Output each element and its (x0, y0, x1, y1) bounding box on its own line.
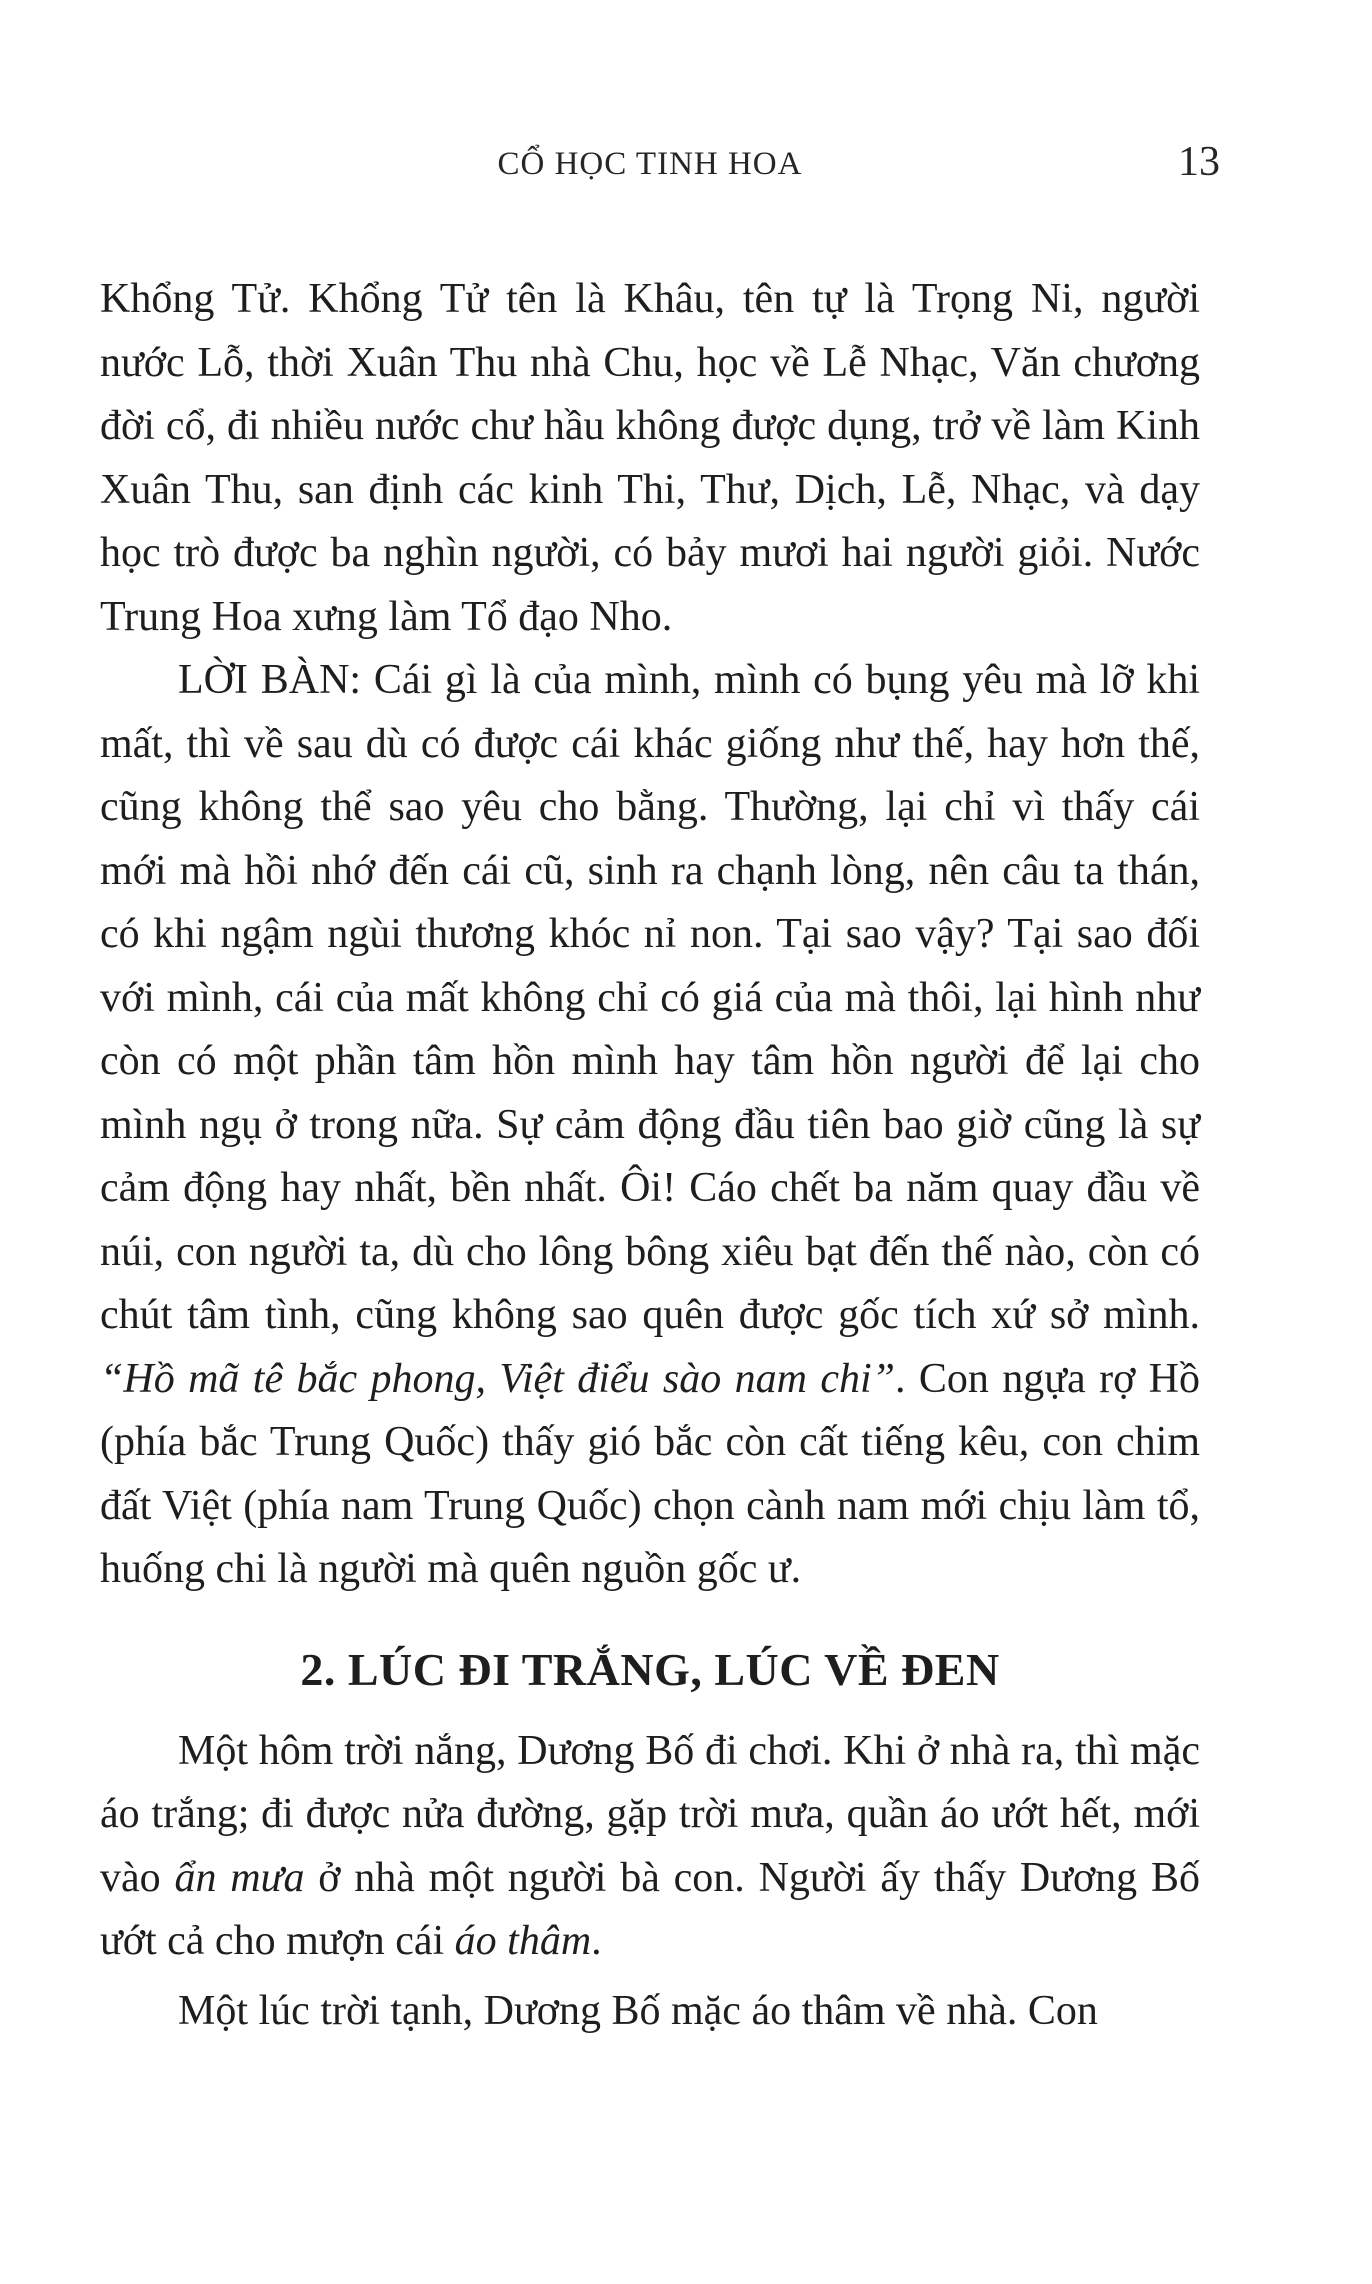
paragraph-text: Khổng Tử. Khổng Tử tên là Khâu, tên tự là Trọng Ni, người nước Lỗ, thời Xuân Thu nhà Chu, học về Lễ Nhạc, Văn chương đời cổ, đi nhiều nước chư hầu không được dụng, trở về làm Kinh Xuân Thu, san định các kinh Thi, Thư, Dịch, Lễ, Nhạc, và dạy học trò được ba nghìn người, có bảy mươi hai người giỏi. Nước Trung Hoa xưng làm Tổ đạo Nho. (100, 276, 1200, 640)
paragraph-text: Một hôm trời nắng, Dương Bố đi chơi. Khi ở nhà ra, thì mặc áo trắng; đi được nửa đường, gặp trời mưa, quần áo ướt hết, mới vào (100, 1727, 1200, 1901)
page-number: 13 (1178, 139, 1220, 185)
paragraph-text: Một lúc trời tạnh, Dương Bố mặc áo thâm về nhà. Con (178, 1987, 1098, 2034)
italic-term: áo thâm (454, 1918, 592, 1964)
paragraph-commentary (100, 649, 1200, 1602)
body-text (100, 268, 1200, 2043)
running-title: CỔ HỌC TINH HOA (497, 146, 803, 182)
paragraph-text: . Con ngựa rợ Hồ (phía bắc Trung Quốc) thấy gió bắc còn cất tiếng kêu, con chim đất Việt (phía nam Trung Quốc) chọn cành nam mới chịu làm tổ, huống chi là người mà quên nguồn gốc ư. (100, 1355, 1200, 1592)
paragraph-text: . (591, 1918, 602, 1964)
paragraph-story-2 (100, 1980, 1200, 2044)
section-heading: 2. LÚC ĐI TRẮNG, LÚC VỀ ĐEN (300, 1643, 1000, 1695)
paragraph-text: LỜI BÀN: Cái gì là của mình, mình có bụng yêu mà lỡ khi mất, thì về sau dù có được cái khác giống như thế, hay hơn thế, cũng không thể sao yêu cho bằng. Thường, lại chỉ vì thấy cái mới mà hồi nhớ đến cái cũ, sinh ra chạnh lòng, nên câu ta thán, có khi ngậm ngùi thương khóc nỉ non. Tại sao vậy? Tại sao đối với mình, cái của mất không chỉ có giá của mà thôi, lại hình như còn có một phần tâm hồn mình hay tâm hồn người để lại cho mình ngụ ở trong nữa. Sự cảm động đầu tiên bao giờ cũng là sự cảm động hay nhất, bền nhất. Ôi! Cáo chết ba năm quay đầu về núi, con người ta, dù cho lông bông xiêu bạt đến thế nào, còn có chút tâm tình, cũng không sao quên được gốc tích xứ sở mình. (100, 657, 1200, 1338)
page-header (100, 138, 1220, 198)
paragraph-confucius-bio (100, 268, 1200, 649)
paragraph-story-1 (100, 1720, 1200, 1974)
quoted-proverb: “Hồ mã tê bắc phong, Việt điểu sào nam chi” (100, 1355, 896, 1402)
paragraph-text: ở nhà một người bà con. Người ấy thấy Dương Bố ướt cả cho mượn cái (100, 1854, 1200, 1964)
italic-term: ẩn mưa (174, 1854, 305, 1901)
